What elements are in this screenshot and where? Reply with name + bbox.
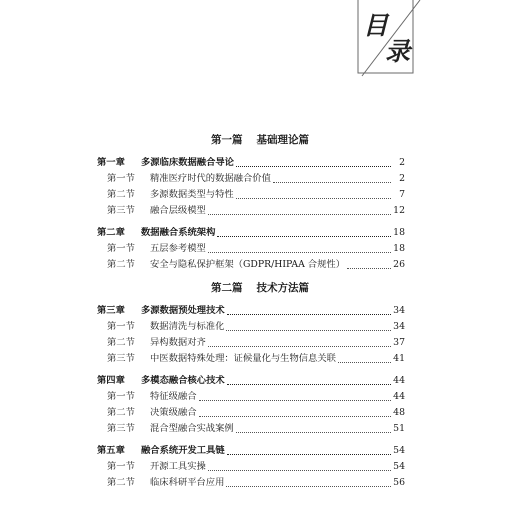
dot-leader [226,486,391,487]
section-label: 第一节 [107,321,135,332]
dot-leader [236,198,391,199]
section-label: 第二节 [107,407,135,418]
page-number: 44 [393,375,405,386]
toc-section-entry [97,257,405,273]
section-label: 第二节 [107,259,135,270]
chapter-label: 第四章 [97,375,125,386]
toc-chapter-entry [97,443,405,459]
page-number: 18 [393,227,405,238]
toc-section-entry [97,389,405,405]
part-heading [97,132,405,148]
part-label: 第一篇 [211,134,243,146]
page-number: 34 [393,321,405,332]
dot-leader [227,314,391,315]
dot-leader [338,362,391,363]
toc-section-entry [97,335,405,351]
page-number: 51 [393,423,405,434]
page-number: 56 [393,477,405,488]
toc-section-entry [97,171,405,187]
page-number: 48 [393,407,405,418]
page-number: 44 [393,391,405,402]
section-label: 第二节 [107,189,135,200]
section-title: 融合层级模型 [150,205,206,216]
section-title: 安全与隐私保护框架（GDPR/HIPAA 合规性） [150,259,345,270]
page-number: 18 [393,243,405,254]
section-label: 第一节 [107,391,135,402]
section-label: 第二节 [107,337,135,348]
page-number: 2 [399,173,405,184]
toc-section-entry [97,203,405,219]
chapter-title: 多源数据预处理技术 [141,305,225,316]
heading-char-lu: 录 [385,37,411,66]
dot-leader [227,384,391,385]
chapter-title: 多源临床数据融合导论 [141,157,234,168]
chapter-title: 融合系统开发工具链 [141,445,225,456]
section-title: 精准医疗时代的数据融合价值 [150,173,271,184]
section-label: 第三节 [107,423,135,434]
toc-section-entry [97,421,405,437]
part-title: 技术方法篇 [256,282,309,294]
page-number: 37 [393,337,405,348]
page-number: 7 [399,189,405,200]
page-number: 34 [393,305,405,316]
dot-leader [226,330,391,331]
section-title: 数据清洗与标准化 [150,321,225,332]
section-title: 特征级融合 [150,391,197,402]
section-title: 中医数据特殊处理：证候量化与生物信息关联 [150,353,336,364]
toc-section-entry [97,319,405,335]
chapter-label: 第二章 [97,227,125,238]
heading-char-mu: 目 [363,11,389,40]
dot-leader [208,470,391,471]
section-title: 五层参考模型 [150,243,206,254]
section-label: 第三节 [107,205,135,216]
dot-leader [199,400,392,401]
part-label: 第二篇 [211,282,243,294]
page-number: 12 [393,205,405,216]
section-label: 第一节 [107,173,135,184]
toc-chapter-entry [97,155,405,171]
page-number: 2 [399,157,405,168]
page-number: 54 [393,461,405,472]
chapter-title: 多模态融合核心技术 [141,375,225,386]
section-title: 临床科研平台应用 [150,477,225,488]
dot-leader [199,416,392,417]
dot-leader [236,166,391,167]
toc-section-entry [97,405,405,421]
dot-leader [273,182,391,183]
dot-leader [208,252,391,253]
toc-section-entry [97,459,405,475]
toc-section-entry [97,475,405,491]
chapter-label: 第五章 [97,445,125,456]
toc-chapter-entry [97,225,405,241]
section-label: 第二节 [107,477,135,488]
section-title: 决策级融合 [150,407,197,418]
dot-leader [227,454,391,455]
chapter-label: 第三章 [97,305,125,316]
chapter-label: 第一章 [97,157,125,168]
toc-section-entry [97,241,405,257]
page-number: 26 [393,259,405,270]
part-title: 基础理论篇 [256,134,309,146]
table-of-contents [97,132,405,491]
section-title: 异构数据对齐 [150,337,206,348]
page-number: 41 [393,353,405,364]
section-label: 第一节 [107,243,135,254]
toc-chapter-entry [97,303,405,319]
section-label: 第三节 [107,353,135,364]
dot-leader [347,268,391,269]
part-heading [97,280,405,296]
dot-leader [236,432,391,433]
toc-section-entry [97,351,405,367]
section-title: 开源工具实操 [150,461,206,472]
section-title: 多源数据类型与特性 [150,189,234,200]
chapter-title: 数据融合系统架构 [141,227,216,238]
toc-chapter-entry [97,373,405,389]
toc-section-entry [97,187,405,203]
section-title: 混合型融合实战案例 [150,423,234,434]
dot-leader [208,346,391,347]
page-number: 54 [393,445,405,456]
section-label: 第一节 [107,461,135,472]
dot-leader [217,236,391,237]
dot-leader [208,214,391,215]
